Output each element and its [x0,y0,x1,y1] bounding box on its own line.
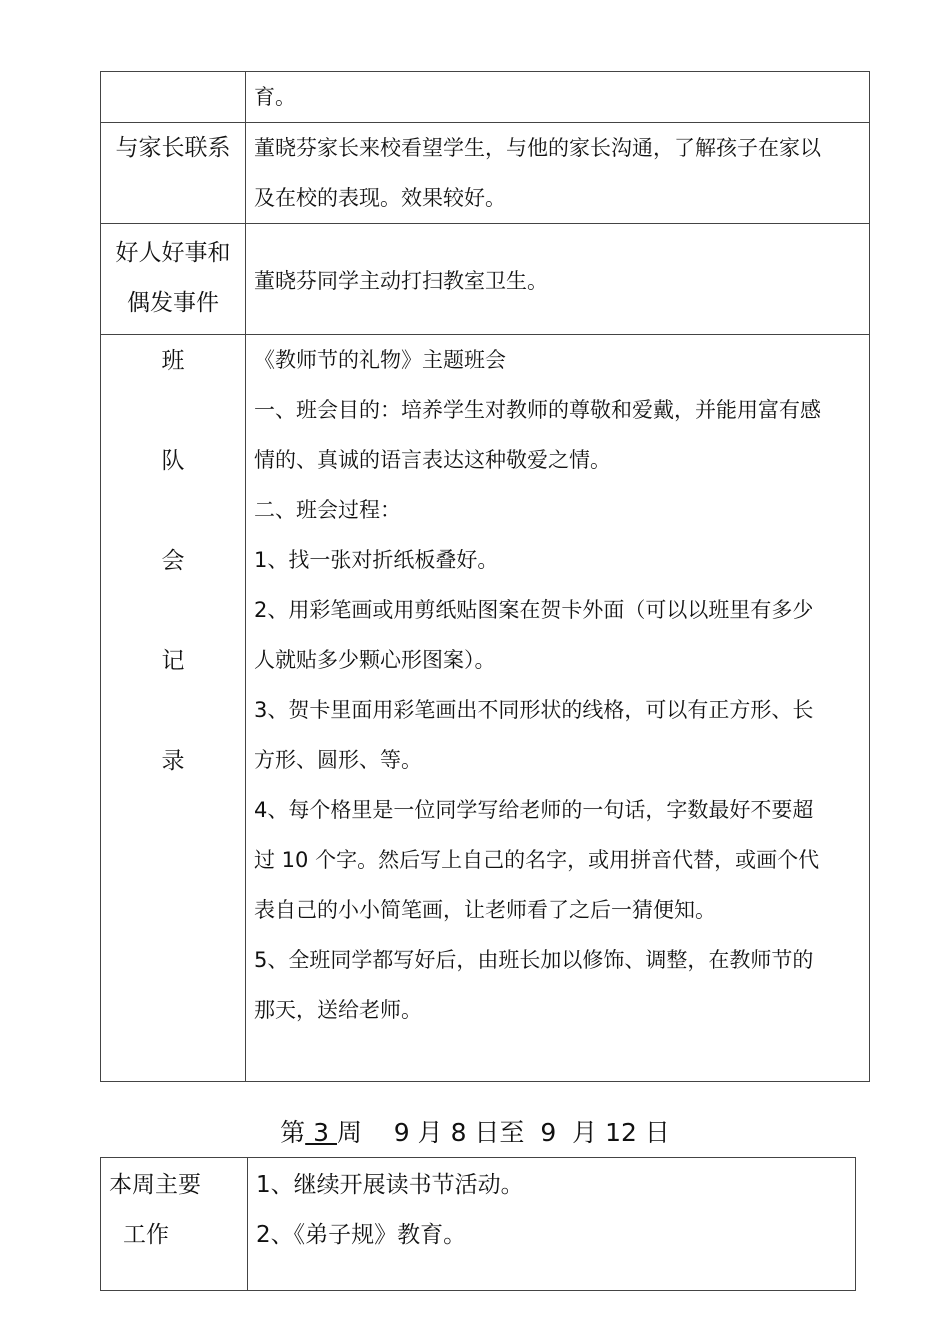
row-label-cell [101,72,246,123]
label-line: 好人好事和 [115,240,231,266]
label-char: 班 [161,348,185,374]
table-row [101,123,870,224]
label-char: 会 [161,548,185,574]
weekly-work-label [101,1158,247,1260]
week-number: 3 [305,1118,337,1147]
row-content-cell [246,72,870,123]
table-row [101,224,870,335]
label-char: 队 [161,448,185,474]
row-content-cell [248,1158,856,1291]
text-line: 情的、真诚的语言表达这种敬爱之情。 [254,448,611,472]
row-label-cell [101,123,246,224]
weekly-work-table [100,1157,856,1291]
text-line: 方形、圆形、等。 [254,748,422,772]
week-prefix: 第 [280,1118,306,1147]
text-line: 1、继续开展读书节活动。 [256,1172,524,1198]
label-line: 偶发事件 [127,290,219,316]
text-line: 过 10 个字。然后写上自己的名字，或用拼音代替，或画个代 [254,848,820,872]
text-line: 4、每个格里是一位同学写给老师的一句话，字数最好不要超 [254,798,814,822]
table-row [101,72,870,123]
week-date-range: 周 9 月 8 日至 9 月 12 日 [336,1118,670,1147]
text-line: 5、全班同学都写好后，由班长加以修饰、调整，在教师节的 [254,948,814,972]
class-meeting-label [101,311,245,811]
row-label-cell [101,335,246,1082]
parent-contact-content [246,123,869,223]
text-line: 人就贴多少颗心形图案）。 [254,648,496,672]
text-line: 3、贺卡里面用彩笔画出不同形状的线格，可以有正方形、长 [254,698,814,722]
row-label-cell [101,1158,248,1291]
text-line: 那天，送给老师。 [254,998,422,1022]
text-line: 2、用彩笔画或用剪纸贴图案在贺卡外面（可以以班里有多少 [254,598,814,622]
table-row [101,1158,856,1291]
text-line: 及在校的表现。效果较好。 [254,186,506,210]
label-line: 工作 [123,1222,169,1248]
row-content-cell [246,123,870,224]
row-content: 育。 [254,85,296,109]
row-content-cell [246,335,870,1082]
label-line: 本周主要 [109,1172,201,1198]
good-deeds-content: 董晓芬同学主动打扫教室卫生。 [254,269,548,293]
weekly-work-content [248,1158,855,1260]
text-line: 《教师节的礼物》主题班会 [254,348,506,372]
record-table [100,71,870,1082]
text-line: 董晓芬家长来校看望学生，与他的家长沟通，了解孩子在家以 [254,136,821,160]
text-line: 二、班会过程： [254,498,401,522]
row-content-cell [246,224,870,335]
text-line: 表自己的小小简笔画，让老师看了之后一猜便知。 [254,898,716,922]
label-char: 录 [161,748,185,774]
table-row [101,335,870,1082]
label-char: 记 [161,648,185,674]
parent-contact-label: 与家长联系 [115,135,231,161]
class-meeting-content [246,335,869,1035]
week-heading [0,1113,950,1153]
text-line: 一、班会目的：培养学生对教师的尊敬和爱戴，并能用富有感 [254,398,821,422]
text-line: 2、《弟子规》教育。 [256,1222,467,1248]
text-line: 1、找一张对折纸板叠好。 [254,548,499,572]
